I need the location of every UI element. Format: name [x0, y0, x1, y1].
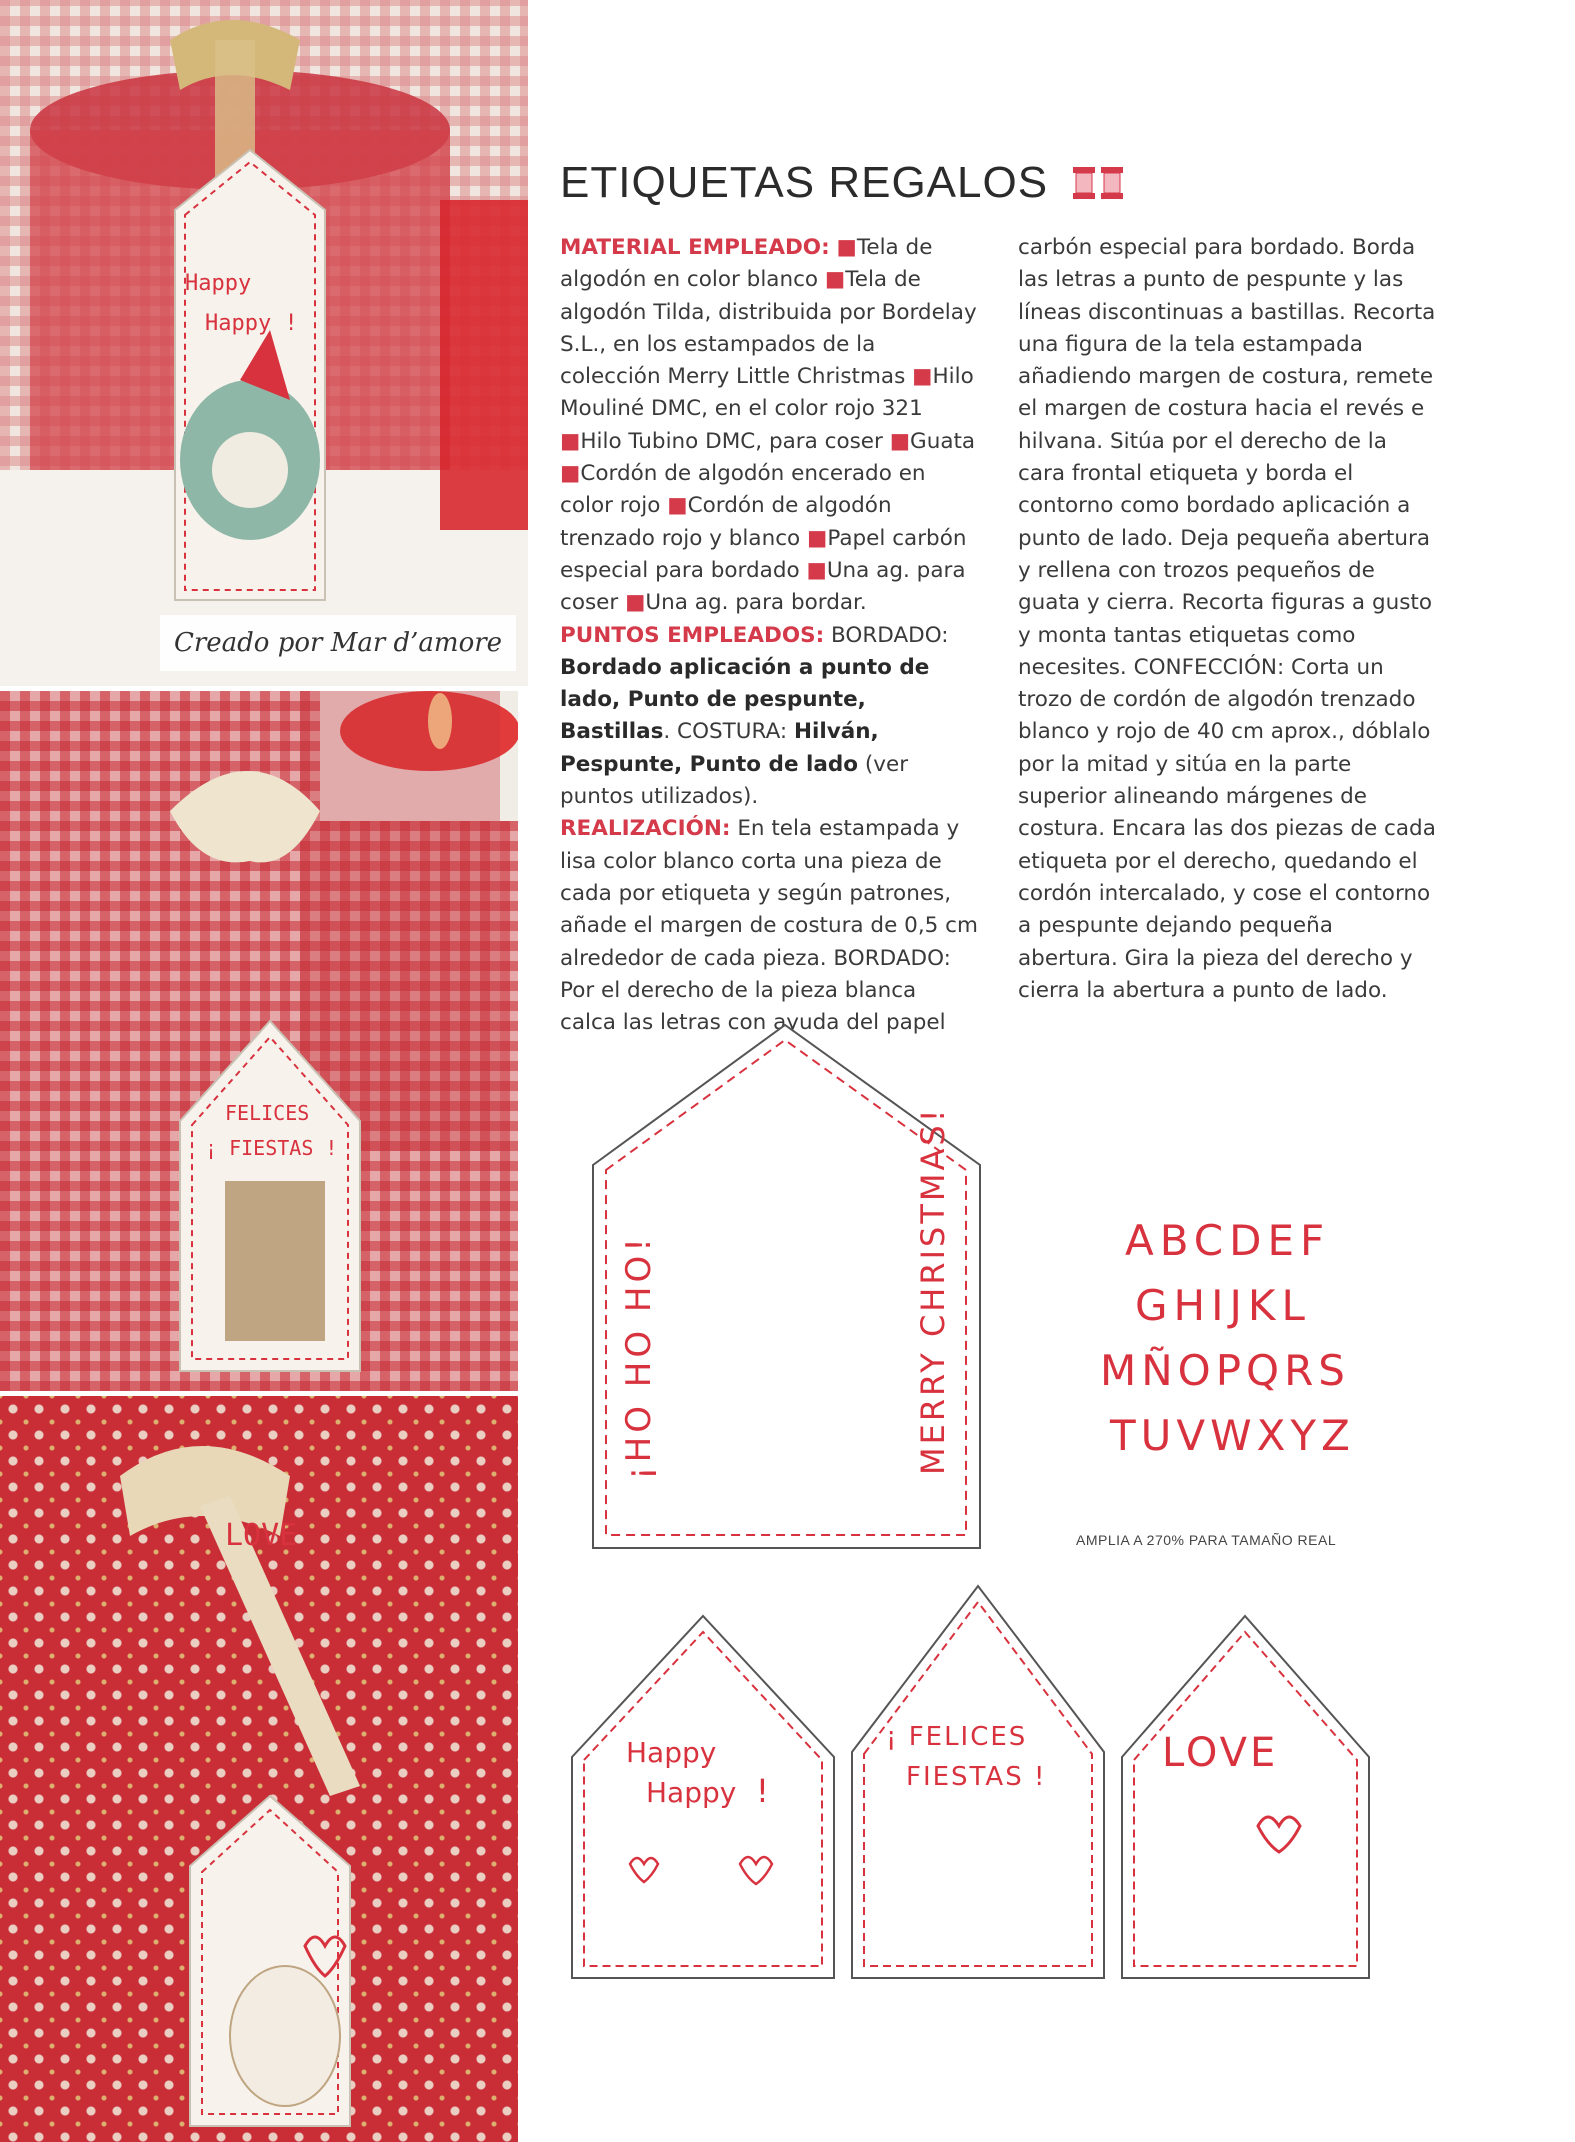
tag-happy-line2: Happy: [646, 1776, 737, 1809]
photo-tag2-line1: FELICES: [225, 1101, 310, 1125]
material-heading: MATERIAL EMPLEADO:: [560, 235, 830, 260]
alphabet-pattern: [1080, 1210, 1380, 1480]
bullet-square-icon: ■: [560, 428, 581, 454]
photo-tag-line2: Happy !: [205, 311, 298, 336]
material-list: [560, 235, 977, 615]
bullet-square-icon: ■: [912, 364, 933, 390]
alphabet-line-1: ABCDEF: [1125, 1216, 1331, 1265]
page-title: [560, 158, 1127, 208]
photo-tag3-text: LOVE: [225, 1518, 298, 1553]
tag-happy-line1: Happy: [626, 1736, 717, 1769]
photo-tag2-line2: ¡ FIESTAS !: [205, 1136, 338, 1160]
material-item: Una ag. para bordar.: [645, 590, 867, 616]
bullet-square-icon: ■: [807, 525, 828, 551]
spools-icon: [1069, 161, 1127, 201]
material-item: Tela de algodón Tilda, distribuida por Bordelay S.L., en los estampados de la colección Merry Little Christmas: [560, 267, 977, 390]
pattern-tag-large: [588, 1020, 988, 1555]
pattern-tag-love: [1118, 1612, 1373, 1982]
pattern-tag-felices: [848, 1582, 1108, 1982]
realizacion-heading: REALIZACIÓN:: [560, 816, 731, 842]
tag-felices-line2: FIESTAS !: [906, 1762, 1047, 1792]
bullet-square-icon: ■: [889, 428, 911, 454]
bullet-square-icon: ■: [667, 493, 688, 519]
material-item: Papel carbón especial para bordado: [560, 525, 967, 583]
tag-happy-mark: !: [756, 1772, 769, 1810]
photo-tag-line1: Happy: [185, 271, 252, 296]
instructions-column-1: [560, 232, 978, 1039]
photo-red-paper-boxes: [0, 1396, 518, 2142]
photo-tag-text-3: [215, 1510, 335, 1560]
material-item: Tela de algodón en color blanco: [560, 235, 933, 293]
photo-caption: Creado por Mar d’amore: [160, 615, 516, 671]
big-tag-left-text: ¡HO HO HO!: [619, 1234, 659, 1480]
puntos-heading: PUNTOS EMPLEADOS:: [560, 622, 825, 648]
scale-note: AMPLIA A 270% PARA TAMAÑO REAL: [1076, 1532, 1337, 1548]
puntos-a: BORDADO:: [831, 622, 949, 648]
tag-felices-line1: ¡ FELICES: [886, 1722, 1028, 1752]
material-item: Cordón de algodón encerado en color rojo: [560, 461, 926, 519]
photo-tag-text-1: [175, 265, 325, 385]
big-tag-right-text: MERRY CHRISTMAS!: [914, 1106, 952, 1475]
alphabet-line-2: GHIJKL: [1135, 1281, 1311, 1330]
puntos-e: (ver puntos utilizados).: [560, 751, 909, 810]
photo-red-paper-boxes-art: [0, 1396, 518, 2142]
alphabet-line-4: TUVWXYZ: [1110, 1411, 1355, 1460]
puntos-b: Bordado aplicación a punto de lado, Punto de pespunte, Bastillas: [560, 654, 930, 745]
photo-gift-boxes-art: [0, 691, 518, 1391]
material-item: Hilo Mouliné DMC, en el color rojo 321: [560, 364, 974, 422]
realizacion-text: En tela estampada y lisa color blanco corta una pieza de cada por etiqueta y según patrones, añade el margen de costura de 0,5 cm alrededor de cada pieza. BORDADO: Por el derecho de la pieza blanca calca las letras con ayuda del papel: [560, 816, 978, 1036]
material-item: Guata: [910, 428, 976, 454]
photo-tag-text-2: [200, 1090, 370, 1180]
material-item: Hilo Tubino DMC, para coser: [580, 428, 890, 454]
column-2-text: carbón especial para bordado. Borda las letras a punto de pespunte y las líneas discontinuas a bastillas. Recorta una figura de la tela estampada añadiendo margen de costura, remete el margen de costura hacia el revés e hilvana. Sitúa por el derecho de la cara frontal etiqueta y borda el contorno como bordado aplicación a punto de lado. Deja pequeña abertura y rellena con trozos pequeños de guata y cierra. Recorta figuras a gusto y monta tantas etiquetas como necesites. CONFECCIÓN: Corta un trozo de cordón de algodón trenzado blanco y rojo de 40 cm aprox., dóblalo por la mitad y sitúa en la parte superior alineando márgenes de costura. Encara las dos piezas de cada etiqueta por el derecho, quedando el cordón intercalado, y cose el contorno a pespunte dejando pequeña abertura. Gira la pieza del derecho y cierra la abertura a punto de lado.: [1018, 235, 1436, 1003]
puntos-c: . COSTURA:: [663, 719, 788, 745]
instructions-column-2: [1018, 232, 1438, 1007]
bullet-square-icon: ■: [836, 235, 857, 260]
page-title-text: ETIQUETAS REGALOS: [560, 158, 1049, 207]
bullet-square-icon: ■: [824, 267, 846, 293]
bullet-square-icon: ■: [625, 590, 646, 616]
pattern-tag-happy: [568, 1612, 838, 1982]
bullet-square-icon: ■: [560, 461, 581, 487]
material-item: Una ag. para coser: [560, 557, 966, 616]
material-item: Cordón de algodón trenzado rojo y blanco: [560, 493, 892, 551]
tag-love-text: LOVE: [1162, 1730, 1279, 1776]
photo-gift-boxes: [0, 691, 518, 1391]
puntos-d: Hilván, Pespunte, Punto de lado: [560, 719, 879, 777]
bullet-square-icon: ■: [806, 557, 827, 583]
alphabet-line-3: MÑOPQRS: [1100, 1346, 1350, 1395]
